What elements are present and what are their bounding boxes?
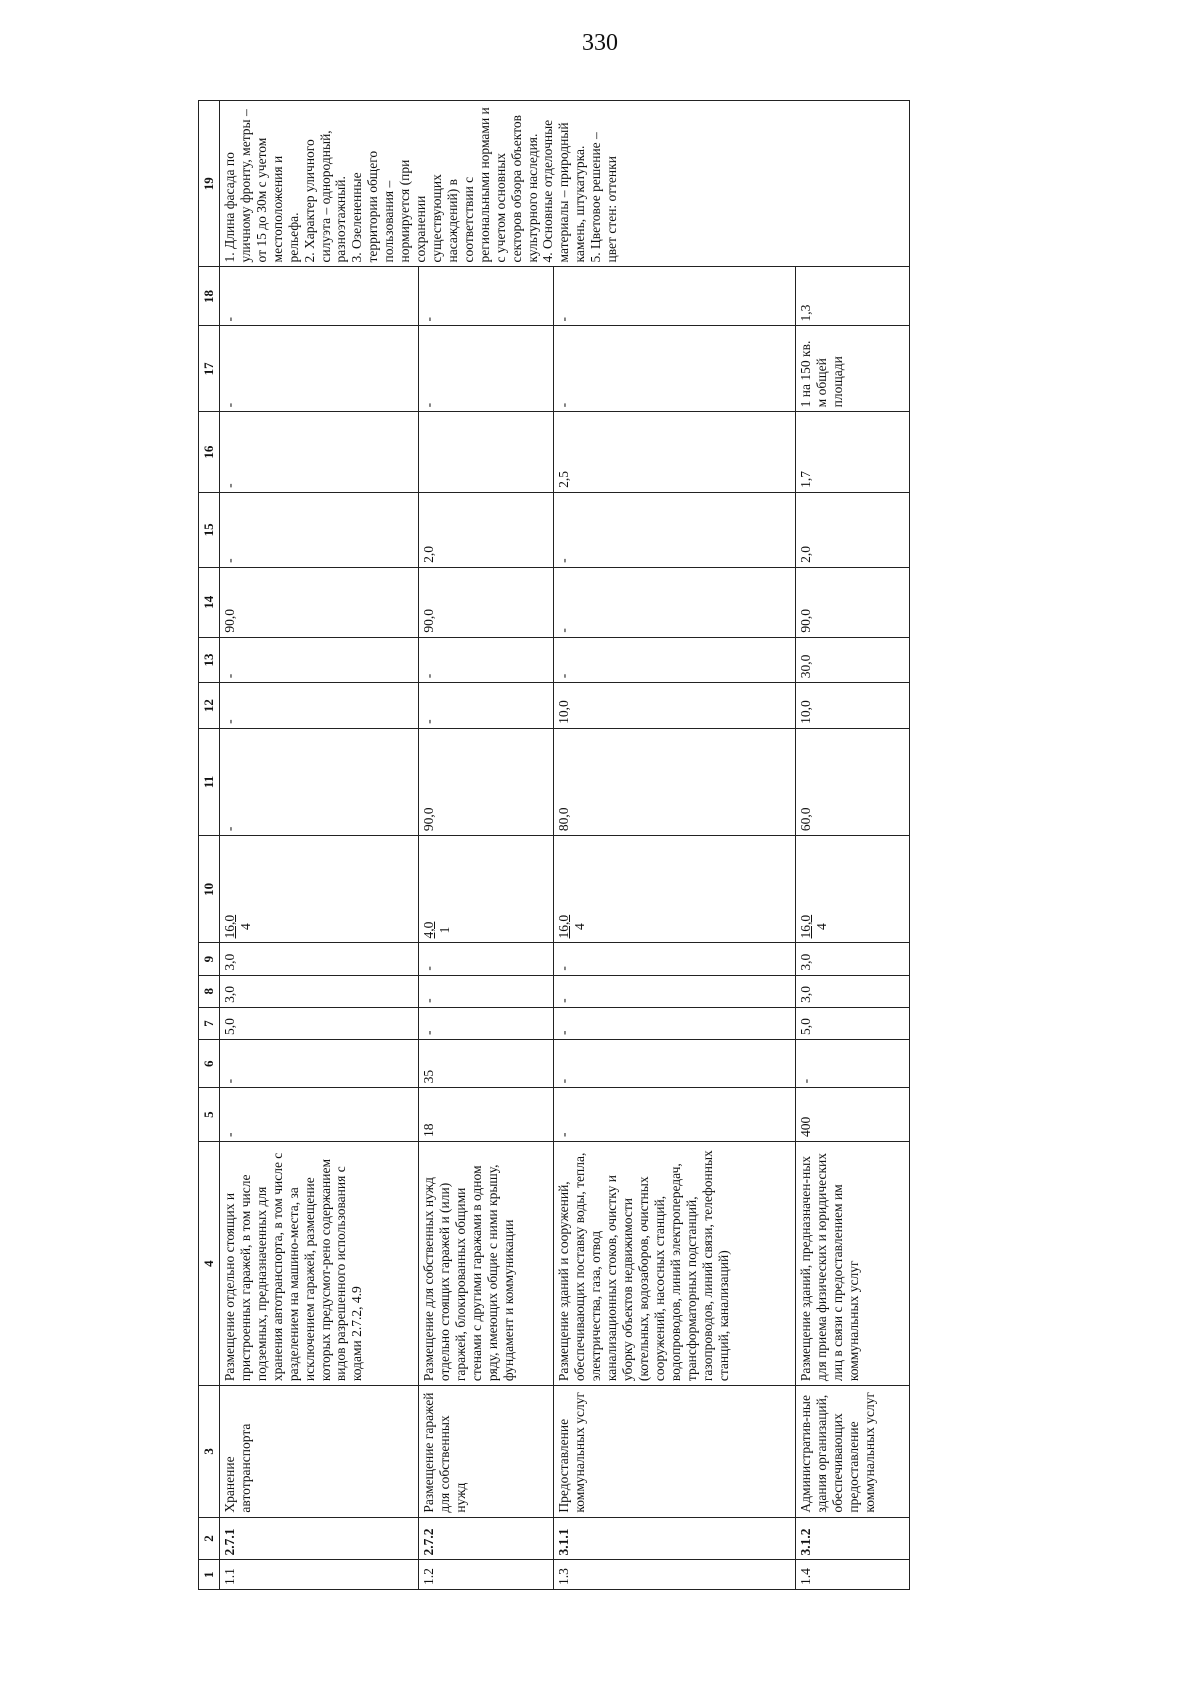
cell-c11: - (220, 728, 419, 835)
cell-c1: 1.3 (554, 1560, 796, 1590)
zoning-table (198, 100, 910, 1590)
cell-c6: - (796, 1040, 910, 1088)
fraction-denominator: 4 (814, 923, 830, 931)
cell-c18: 1,3 (796, 267, 910, 326)
cell-c1: 1.1 (220, 1560, 419, 1590)
cell-c7: - (419, 1007, 554, 1039)
cell-c9: - (419, 943, 554, 975)
cell-c18: - (220, 267, 419, 326)
cell-c4: Размещение зданий, предназначен-ных для приема физических и юридических лиц в связи с предоставлением им коммунальных услуг (796, 1141, 910, 1385)
table-row (554, 101, 796, 1590)
fraction (798, 915, 830, 939)
fraction-numerator: 16,0 (556, 914, 572, 939)
cell-c13: - (220, 637, 419, 683)
col-header: 16 (199, 412, 220, 492)
cell-c3: Размещение гаражей для собственных нужд (419, 1386, 554, 1517)
cell-c2: 3.1.1 (554, 1517, 796, 1560)
requirements-cell: 1. Длина фасада по уличному фронту, метры – от 15 до 30м с учетом местоположения и рельефа. 2. Характер уличного силуэта – однородный, разноэтажный. 3. Озелененные территории общего пользования – нормируется (при сохранении существующих насаждений) в соответствии с региональными нормами и с учетом основных секторов обзора объектов культурного наследия. 4. Основные отделочные материалы – природный камень, штукатурка. 5. Цветовое решение – цвет стен: оттенки (220, 101, 910, 267)
col-header: 7 (199, 1007, 220, 1039)
cell-c16: 1,7 (796, 412, 910, 492)
cell-c8: - (554, 975, 796, 1007)
cell-c15: - (554, 492, 796, 567)
cell-c10 (796, 836, 910, 943)
cell-c3: Административ-ные здания организаций, обеспечивающих предоставление коммунальных услуг (796, 1386, 910, 1517)
col-header: 1 (199, 1560, 220, 1590)
col-header: 10 (199, 836, 220, 943)
cell-c7: - (554, 1007, 796, 1039)
col-header: 3 (199, 1386, 220, 1517)
cell-c11: 90,0 (419, 728, 554, 835)
col-header: 11 (199, 728, 220, 835)
fraction (556, 915, 588, 939)
cell-c5: 18 (419, 1088, 554, 1142)
cell-c6: 35 (419, 1040, 554, 1088)
cell-c18: - (554, 267, 796, 326)
col-header: 6 (199, 1040, 220, 1088)
cell-c2: 2.7.2 (419, 1517, 554, 1560)
col-header: 14 (199, 567, 220, 637)
fraction-denominator: 1 (437, 926, 453, 934)
cell-c2: 3.1.2 (796, 1517, 910, 1560)
col-header: 4 (199, 1141, 220, 1385)
col-header: 5 (199, 1088, 220, 1142)
cell-c12: 10,0 (796, 683, 910, 729)
cell-c7: 5,0 (220, 1007, 419, 1039)
cell-c3: Хранение автотранспорта (220, 1386, 419, 1517)
cell-c1: 1.4 (796, 1560, 910, 1590)
cell-c11: 60,0 (796, 728, 910, 835)
col-header: 17 (199, 326, 220, 412)
cell-c18: - (419, 267, 554, 326)
col-header: 13 (199, 637, 220, 683)
col-header: 15 (199, 492, 220, 567)
cell-c2: 2.7.1 (220, 1517, 419, 1560)
fraction-denominator: 4 (237, 923, 253, 931)
table-row (419, 101, 554, 1590)
cell-c17: - (554, 326, 796, 412)
col-header: 12 (199, 683, 220, 729)
cell-c11: 80,0 (554, 728, 796, 835)
cell-c14: 90,0 (796, 567, 910, 637)
cell-c14: 90,0 (220, 567, 419, 637)
header-row (199, 101, 220, 1590)
cell-c6: - (554, 1040, 796, 1088)
col-header: 9 (199, 943, 220, 975)
cell-c8: - (419, 975, 554, 1007)
col-header: 8 (199, 975, 220, 1007)
cell-c16 (419, 412, 554, 492)
cell-c8: 3,0 (220, 975, 419, 1007)
cell-c14: 90,0 (419, 567, 554, 637)
cell-c4: Размещение для собственных нужд отдельно стоящих гаражей и (или) гаражей, блокированных общими стенами с другими гаражами в одном ряду, имеющих общие с ними крышу, фундамент и коммуникации (419, 1141, 554, 1385)
fraction (222, 915, 254, 939)
cell-c17: - (220, 326, 419, 412)
rotated-table-container (198, 100, 910, 1590)
cell-c5: - (554, 1088, 796, 1142)
cell-c13: - (419, 637, 554, 683)
cell-c16: - (220, 412, 419, 492)
cell-c5: 400 (796, 1088, 910, 1142)
cell-c9: 3,0 (220, 943, 419, 975)
cell-c9: 3,0 (796, 943, 910, 975)
cell-c15: - (220, 492, 419, 567)
cell-c4: Размещение зданий и сооружений, обеспечивающих поставку воды, тепла, электричества, газа, отвод канализационных стоков, очистку и уборку объектов недвижимости (котельных, водозаборов, очистных сооружений, насосных станций, водопроводов, линий электропередач, трансформаторных подстанций, газопроводов, линий связи, телефонных станций, канализаций) (554, 1141, 796, 1385)
col-header: 19 (199, 101, 220, 267)
cell-c3: Предоставление коммунальных услуг (554, 1386, 796, 1517)
cell-c6: - (220, 1040, 419, 1088)
fraction-numerator: 16,0 (222, 914, 237, 939)
fraction-numerator: 4,0 (421, 921, 437, 939)
cell-c5: - (220, 1088, 419, 1142)
col-header: 18 (199, 267, 220, 326)
cell-c9: - (554, 943, 796, 975)
table-row (796, 101, 910, 1590)
cell-c13: - (554, 637, 796, 683)
cell-c13: 30,0 (796, 637, 910, 683)
cell-c12: 10,0 (554, 683, 796, 729)
cell-c17: 1 на 150 кв. м общей площади (796, 326, 910, 412)
cell-c12: - (220, 683, 419, 729)
cell-c10 (220, 836, 419, 943)
fraction-numerator: 16,0 (798, 914, 814, 939)
cell-c16: 2,5 (554, 412, 796, 492)
fraction-denominator: 4 (572, 923, 588, 931)
cell-c10 (554, 836, 796, 943)
fraction (421, 922, 453, 939)
cell-c7: 5,0 (796, 1007, 910, 1039)
cell-c12: - (419, 683, 554, 729)
cell-c1: 1.2 (419, 1560, 554, 1590)
cell-c15: 2,0 (419, 492, 554, 567)
page-number: 330 (582, 30, 618, 56)
cell-c10 (419, 836, 554, 943)
cell-c17: - (419, 326, 554, 412)
cell-c14: - (554, 567, 796, 637)
cell-c8: 3,0 (796, 975, 910, 1007)
cell-c4: Размещение отдельно стоящих и пристроенных гаражей, в том числе подземных, предназначенных для хранения автотранспорта, в том числе с разделением на машино-места, за исключением гаражей, размещение которых предусмот-рено содержанием видов разрешенного использования с кодами 2.7.2, 4.9 (220, 1141, 419, 1385)
table-row (220, 101, 419, 1590)
col-header: 2 (199, 1517, 220, 1560)
cell-c15: 2,0 (796, 492, 910, 567)
